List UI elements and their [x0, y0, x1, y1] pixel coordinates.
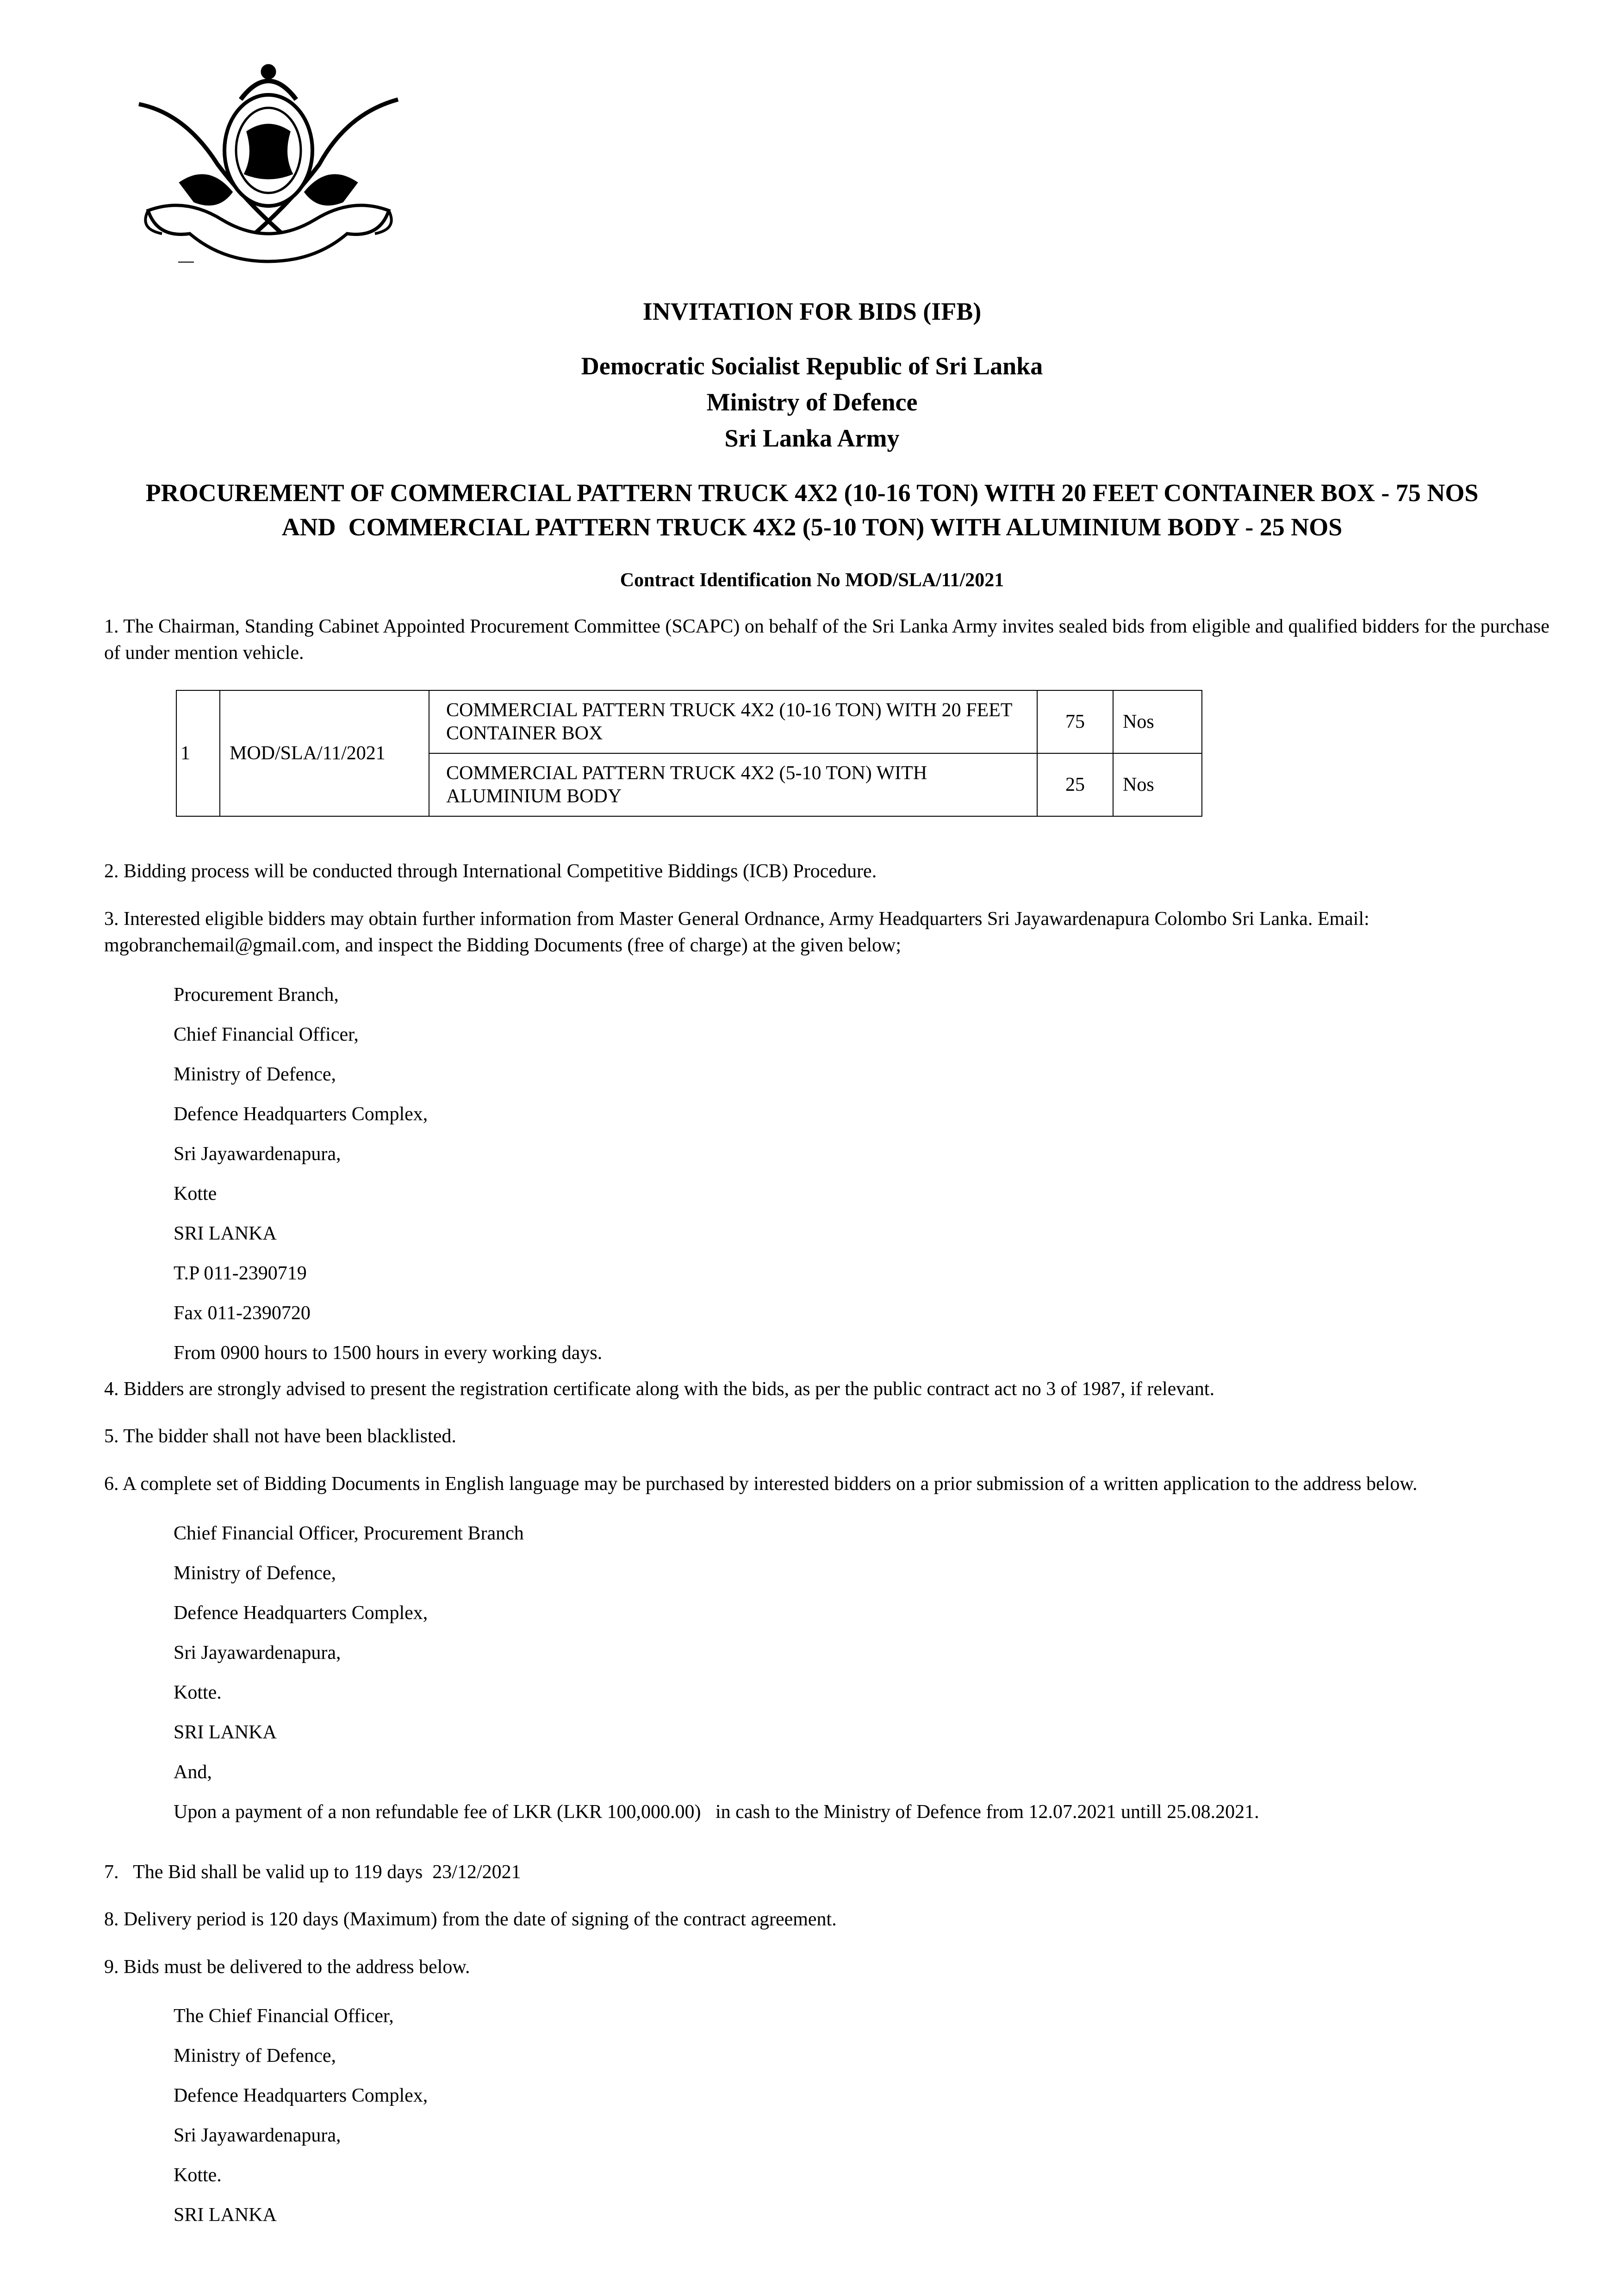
table-cell-unit: Nos [1113, 690, 1202, 753]
paragraph-4: 4. Bidders are strongly advised to present the registration certificate along with the bids, as per the public contract act no 3 of 1987, if relevant. [104, 1378, 1215, 1400]
paragraph-7: 7. The Bid shall be valid up to 119 days 23/12/2021 [104, 1862, 521, 1883]
issuer-block [0, 348, 1624, 456]
address-line: Ministry of Defence, [174, 2045, 336, 2066]
army-name: Sri Lanka Army [724, 424, 900, 452]
table-cell-no: 1 [176, 690, 220, 816]
address-line: Kotte [174, 1183, 217, 1204]
address-line: SRI LANKA [174, 1223, 277, 1244]
paragraph-2: 2. Bidding process will be conducted through International Competitive Biddings (ICB) Procedure. [104, 861, 877, 882]
document-title: INVITATION FOR BIDS (IFB) [642, 298, 982, 325]
divider [178, 261, 194, 263]
table-cell-unit: Nos [1113, 753, 1202, 816]
procurement-title-line1: PROCUREMENT OF COMMERCIAL PATTERN TRUCK 4X2 (10-16 TON) WITH 20 FEET CONTAINER BOX - 75 NOS [145, 479, 1479, 507]
address-line: Defence Headquarters Complex, [174, 2085, 428, 2106]
address-line: Chief Financial Officer, Procurement Branch [174, 1523, 524, 1544]
table-row [176, 690, 1202, 753]
paragraph-5: 5. The bidder shall not have been blacklisted. [104, 1426, 456, 1447]
table-cell-ref: MOD/SLA/11/2021 [220, 690, 429, 816]
address-line: Defence Headquarters Complex, [174, 1104, 428, 1125]
address-line: From 0900 hours to 1500 hours in every working days. [174, 1342, 603, 1364]
crest-icon [130, 62, 407, 266]
contract-id: Contract Identification No MOD/SLA/11/2021 [620, 570, 1004, 591]
address-block-1 [174, 975, 602, 1373]
address-line: Ministry of Defence, [174, 1563, 336, 1584]
address-line: SRI LANKA [174, 1722, 277, 1743]
table-cell-qty: 75 [1037, 690, 1113, 753]
table-cell-desc: COMMERCIAL PATTERN TRUCK 4X2 (5-10 TON) WITH ALUMINIUM BODY [429, 753, 1037, 816]
address-line: Kotte. [174, 1682, 222, 1703]
address-line: T.P 011-2390719 [174, 1263, 307, 1284]
paragraph-3: 3. Interested eligible bidders may obtain further information from Master General Ordnance, Army Headquarters Sri Jayawardenapura Colombo Sri Lanka. Email: mgobranchemail@gmail.com, and inspect the Bidding Documents (free of charge) at the given below; [104, 908, 1369, 956]
address-line: Procurement Branch, [174, 984, 339, 1005]
paragraph-9: 9. Bids must be delivered to the address below. [104, 1956, 470, 1978]
address-line: Ministry of Defence, [174, 1064, 336, 1085]
table-cell-qty: 25 [1037, 753, 1113, 816]
address-block-3 [174, 1996, 428, 2235]
address-line: Chief Financial Officer, [174, 1024, 359, 1045]
address-block-2 [174, 1514, 1259, 1832]
country-name: Democratic Socialist Republic of Sri Lanka [581, 352, 1043, 380]
address-line: Upon a payment of a non refundable fee of LKR (LKR 100,000.00) in cash to the Ministry of Defence from 12.07.2021 untill 25.08.2021. [174, 1801, 1259, 1823]
address-line: Sri Jayawardenapura, [174, 1642, 341, 1663]
ministry-name: Ministry of Defence [706, 388, 918, 416]
address-line: Defence Headquarters Complex, [174, 1602, 428, 1624]
address-line: And, [174, 1762, 212, 1783]
address-line: Sri Jayawardenapura, [174, 2125, 341, 2146]
address-line: Sri Jayawardenapura, [174, 1143, 341, 1165]
address-line: The Chief Financial Officer, [174, 2005, 394, 2027]
paragraph-8: 8. Delivery period is 120 days (Maximum) from the date of signing of the contract agreement. [104, 1909, 837, 1930]
table-cell-desc: COMMERCIAL PATTERN TRUCK 4X2 (10-16 TON) WITH 20 FEET CONTAINER BOX [429, 690, 1037, 753]
procurement-title [83, 476, 1541, 544]
address-line: Fax 011-2390720 [174, 1303, 311, 1324]
sri-lanka-army-crest-logo [130, 62, 407, 266]
address-line: SRI LANKA [174, 2204, 277, 2226]
paragraph-1: 1. The Chairman, Standing Cabinet Appointed Procurement Committee (SCAPC) on behalf of the Sri Lanka Army invites sealed bids from eligible and qualified bidders for the purchase of under mention vehicle. [104, 616, 1549, 664]
address-line: Kotte. [174, 2165, 222, 2186]
paragraph-6: 6. A complete set of Bidding Documents in English language may be purchased by interested bidders on a prior submission of a written application to the address below. [104, 1473, 1418, 1495]
items-table [176, 690, 1202, 817]
procurement-title-line2: AND COMMERCIAL PATTERN TRUCK 4X2 (5-10 TON) WITH ALUMINIUM BODY - 25 NOS [281, 513, 1343, 541]
